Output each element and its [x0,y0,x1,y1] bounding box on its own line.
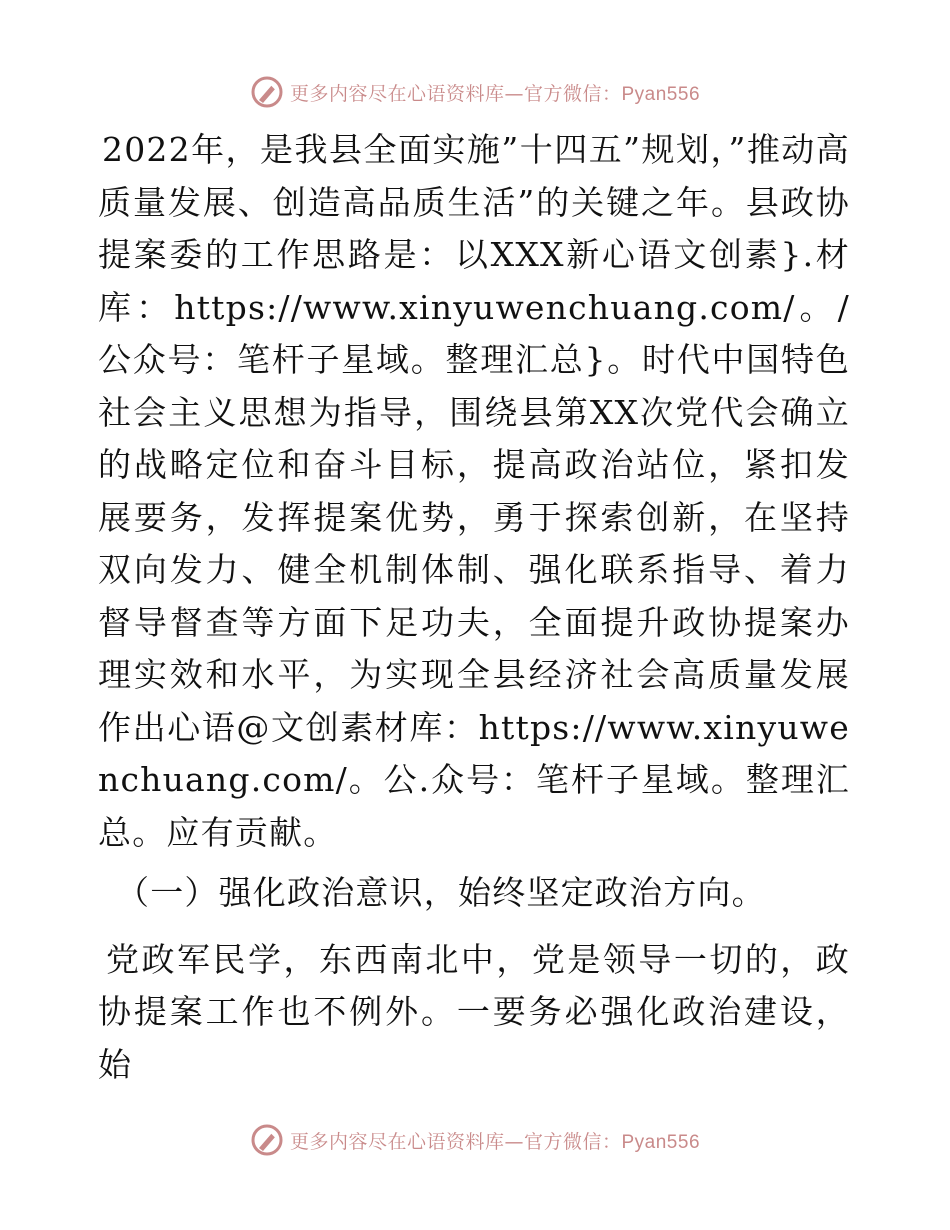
body-paragraph: 党政军民学，东西南北中，党是领导一切的，政协提案工作也不例外。一要务必强化政治建设，始 [98,939,850,1084]
section-heading: （一）强化政治意识，始终坚定政治方向。 [116,873,766,912]
footer-watermark [0,1120,950,1160]
body-paragraph: 2022年，是我县全面实施”十四五”规划，”推动高质量发展、创造高品质生活”的关键之年。县政协提案委的工作思路是：以XXX新心语文创素}.材库：https://www.xinyuwenchuang.com/。/公众号：笔杆子星域。整理汇总}。时代中国特色社会主义思想为指导，围绕县第XX次党代会确立的战略定位和奋斗目标，提高政治站位，紧扣发展要务，发挥提案优势，勇于探索创新，在坚持双向发力、健全机制体制、强化联系指导、着力督导督查等方面下足功夫，全面提升政协提案办理实效和水平，为实现全县经济社会高质量发展作出心语@文创素材库：https://www.xinyuwenchuang.com/。公.众号：笔杆子星域。整理汇总。应有贡献。 [98,130,850,852]
pen-logo-icon [250,75,284,109]
watermark-wechat-id: Pyan556 [621,1131,701,1153]
header-watermark [0,72,950,112]
pen-logo-icon [250,1123,284,1157]
watermark-text: 更多内容尽在心语资料库—官方微信：Pyan556 [289,1130,701,1153]
watermark-wechat-id: Pyan556 [621,83,701,105]
watermark-text: 更多内容尽在心语资料库—官方微信：Pyan556 [289,82,701,105]
document-body [98,124,850,1091]
